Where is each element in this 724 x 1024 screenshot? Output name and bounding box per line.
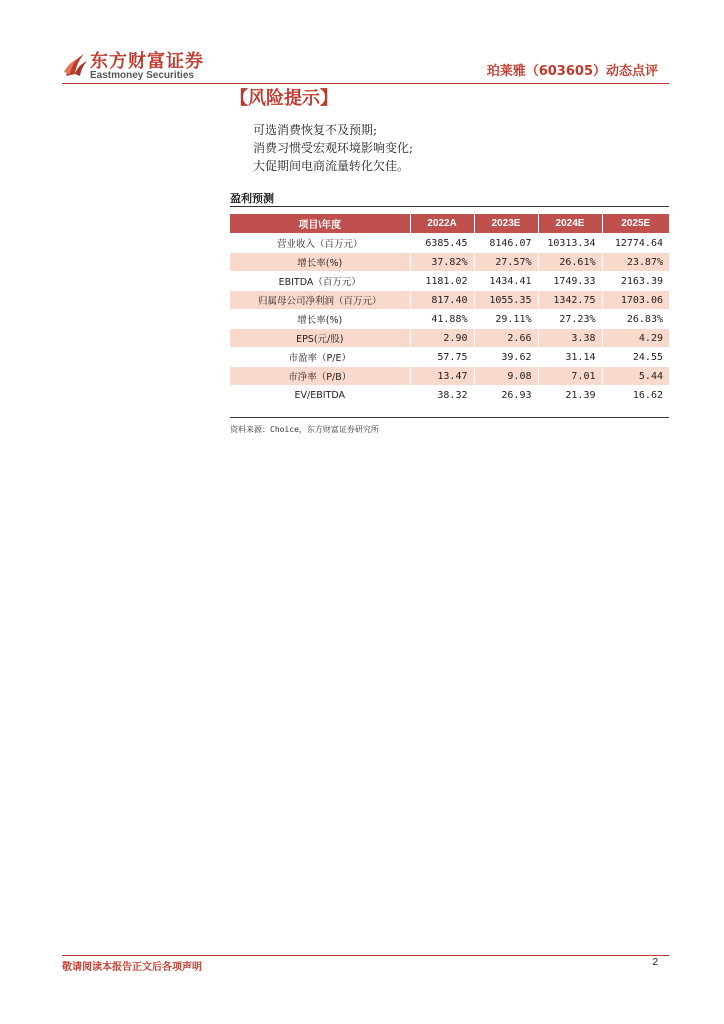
table-cell: 9.08	[474, 367, 538, 386]
footer-disclaimer: 敬请阅读本报告正文后各项声明	[62, 962, 202, 973]
table-cell: 2.66	[474, 329, 538, 348]
table-cell: 3.38	[538, 329, 602, 348]
row-label: EV/EBITDA	[230, 386, 410, 405]
footer-divider	[62, 955, 669, 956]
table-cell: 23.87%	[602, 253, 669, 272]
column-header: 2025E	[602, 214, 669, 234]
table-cell: 27.23%	[538, 310, 602, 329]
table-cell: 16.62	[602, 386, 669, 405]
risk-item: 可选消费恢复不及预期;	[253, 123, 378, 137]
data-source-note: 资料来源：Choice，东方财富证券研究所	[230, 425, 379, 434]
table-cell: 1703.06	[602, 291, 669, 310]
table-cell: 21.39	[538, 386, 602, 405]
table-cell: 41.88%	[410, 310, 474, 329]
table-cell: 37.82%	[410, 253, 474, 272]
forecast-section-title: 盈利预测	[230, 192, 274, 205]
table-cell: 27.57%	[474, 253, 538, 272]
table-cell: 39.62	[474, 348, 538, 367]
table-row	[230, 310, 669, 329]
table-cell: 31.14	[538, 348, 602, 367]
logo-chinese-text: 东方财富证券	[90, 51, 204, 72]
table-cell: 38.32	[410, 386, 474, 405]
column-header: 2024E	[538, 214, 602, 234]
table-cell: 5.44	[602, 367, 669, 386]
forecast-section-divider	[230, 206, 669, 207]
table-row	[230, 386, 669, 405]
table-cell: 26.83%	[602, 310, 669, 329]
table-cell: 2.90	[410, 329, 474, 348]
table-cell: 1055.35	[474, 291, 538, 310]
table-row	[230, 234, 669, 253]
header-divider	[62, 83, 669, 84]
page-header	[0, 0, 724, 85]
company-logo	[62, 48, 212, 84]
row-label: 营业收入（百万元）	[230, 234, 410, 253]
page-number: 2	[652, 957, 658, 968]
risk-list	[253, 121, 413, 175]
table-row	[230, 348, 669, 367]
report-title: 珀莱雅（603605）动态点评	[486, 64, 658, 79]
table-cell: 1749.33	[538, 272, 602, 291]
row-label: 市盈率（P/E）	[230, 348, 410, 367]
table-cell: 1181.02	[410, 272, 474, 291]
table-cell: 13.47	[410, 367, 474, 386]
row-label: 增长率(%)	[230, 310, 410, 329]
table-cell: 10313.34	[538, 234, 602, 253]
earnings-forecast-table	[230, 214, 669, 404]
table-row	[230, 367, 669, 386]
row-label: 市净率（P/B）	[230, 367, 410, 386]
table-row	[230, 329, 669, 348]
column-header: 2022A	[410, 214, 474, 234]
risk-section-title: 【风险提示】	[230, 88, 338, 109]
logo-english-text: Eastmoney Securities	[90, 70, 194, 81]
row-label: EBITDA（百万元）	[230, 272, 410, 291]
table-cell: 6385.45	[410, 234, 474, 253]
table-cell: 26.93	[474, 386, 538, 405]
table-row	[230, 272, 669, 291]
table-cell: 817.40	[410, 291, 474, 310]
table-cell: 26.61%	[538, 253, 602, 272]
eastmoney-logo-icon	[62, 50, 88, 80]
table-cell: 2163.39	[602, 272, 669, 291]
table-bottom-rule	[230, 417, 669, 418]
table-cell: 29.11%	[474, 310, 538, 329]
table-cell: 4.29	[602, 329, 669, 348]
table-cell: 24.55	[602, 348, 669, 367]
column-header: 2023E	[474, 214, 538, 234]
table-row	[230, 291, 669, 310]
table-cell: 7.01	[538, 367, 602, 386]
table-row	[230, 253, 669, 272]
table-cell: 12774.64	[602, 234, 669, 253]
risk-item: 消费习惯受宏观环境影响变化;	[253, 141, 414, 155]
table-cell: 57.75	[410, 348, 474, 367]
table-cell: 1342.75	[538, 291, 602, 310]
table-cell: 8146.07	[474, 234, 538, 253]
table-cell: 1434.41	[474, 272, 538, 291]
row-label: EPS(元/股)	[230, 329, 410, 348]
row-label: 增长率(%)	[230, 253, 410, 272]
table-header-row	[230, 214, 669, 234]
row-label: 归属母公司净利润（百万元）	[230, 291, 410, 310]
column-header: 项目\年度	[230, 214, 410, 234]
risk-item: 大促期间电商流量转化欠佳。	[253, 159, 410, 173]
